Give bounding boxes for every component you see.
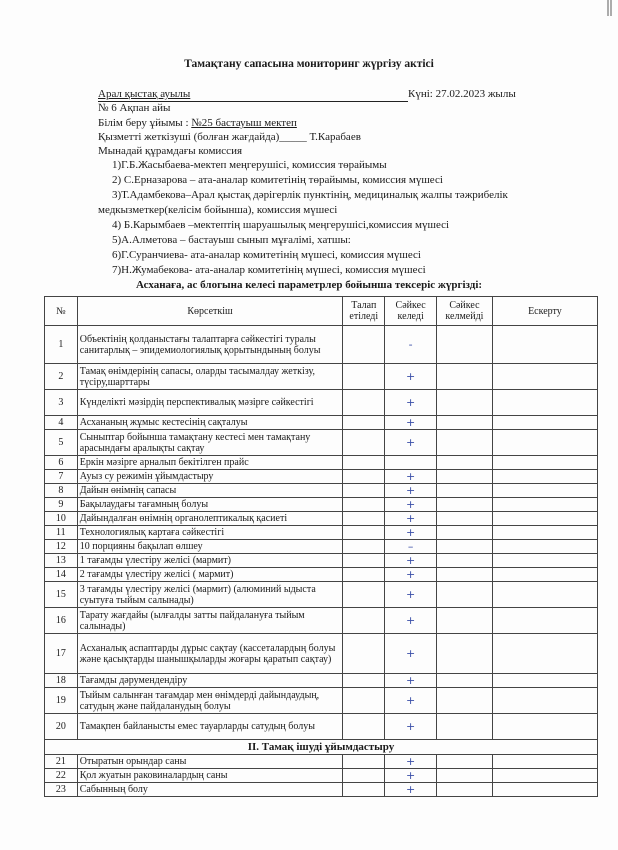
row-noncompliant — [437, 540, 493, 554]
row-note — [492, 568, 597, 582]
row-number: 2 — [45, 364, 78, 390]
commission-heading: Мынадай құрамдағы комиссия — [98, 145, 243, 157]
col-indicator: Көрсеткіш — [77, 297, 343, 326]
col-required: Талап етіледі — [343, 297, 385, 326]
row-number: 10 — [45, 512, 78, 526]
row-note — [492, 554, 597, 568]
commission-member: 2) С.Ерназарова – ата-аналар комитетінің төрайымы, комиссия мүшесі — [112, 174, 443, 186]
commission-member: 7)Н.Жумабекова- ата-аналар комитетінің мүшесі, комиссия мүшесі — [112, 264, 426, 276]
row-noncompliant — [437, 484, 493, 498]
row-compliant-mark: + — [385, 755, 437, 769]
row-compliant-mark: + — [385, 688, 437, 714]
row-note — [492, 498, 597, 512]
row-noncompliant — [437, 634, 493, 674]
row-required — [343, 416, 385, 430]
row-compliant-mark: + — [385, 484, 437, 498]
row-number: 17 — [45, 634, 78, 674]
act-number: № 6 Ақпан айы — [98, 102, 171, 114]
row-indicator: 10 порцияны бақылап өлшеу — [77, 540, 343, 554]
row-number: 13 — [45, 554, 78, 568]
row-number: 8 — [45, 484, 78, 498]
row-indicator: Тыйым салынған тағамдар мен өнімдерді дайындаудың, сатудың және пайдаланудың болуы — [77, 688, 343, 714]
row-noncompliant — [437, 364, 493, 390]
row-number: 5 — [45, 430, 78, 456]
row-number: 6 — [45, 456, 78, 470]
row-compliant-mark: + — [385, 554, 437, 568]
row-number: 7 — [45, 470, 78, 484]
row-indicator: Тамақпен байланысты емес тауарларды сатудың болуы — [77, 714, 343, 740]
row-note — [492, 430, 597, 456]
row-noncompliant — [437, 390, 493, 416]
row-note — [492, 634, 597, 674]
table-row — [45, 456, 598, 470]
row-noncompliant — [437, 755, 493, 769]
table-row — [45, 634, 598, 674]
row-number: 21 — [45, 755, 78, 769]
row-noncompliant — [437, 554, 493, 568]
row-required — [343, 688, 385, 714]
row-indicator: Тағамды дәрумендендіру — [77, 674, 343, 688]
row-indicator: 3 тағамды үлестіру желісі (мармит) (алюминий ыдыста суытуға тыйым салынады) — [77, 582, 343, 608]
row-note — [492, 526, 597, 540]
monitoring-table — [44, 296, 598, 797]
row-required — [343, 783, 385, 797]
row-number: 16 — [45, 608, 78, 634]
row-noncompliant — [437, 714, 493, 740]
row-compliant-mark: + — [385, 634, 437, 674]
row-noncompliant — [437, 608, 493, 634]
row-indicator: Тамақ өнімдерінің сапасы, оларды тасымалдау жеткізу, түсіру,шарттары — [77, 364, 343, 390]
row-compliant-mark: + — [385, 430, 437, 456]
location: Арал қыстақ ауылы — [98, 88, 408, 102]
col-number: № — [45, 297, 78, 326]
row-note — [492, 326, 597, 364]
col-compliant: Сәйкес келеді — [385, 297, 437, 326]
table-row — [45, 608, 598, 634]
table-row — [45, 526, 598, 540]
row-indicator: Сыныптар бойынша тамақтану кестесі мен тамақтану арасындағы аралықты сақтау — [77, 430, 343, 456]
row-required — [343, 326, 385, 364]
row-number: 12 — [45, 540, 78, 554]
section-title: II. Тамақ ішуді ұйымдастыру — [45, 740, 598, 755]
row-number: 19 — [45, 688, 78, 714]
row-indicator: Объектінің қолданыстағы талаптарға сәйкестігі туралы санитарлық – эпидемиологиялық қорытындының болуы — [77, 326, 343, 364]
row-indicator: Асхананың жұмыс кестесінің сақталуы — [77, 416, 343, 430]
school-line — [98, 117, 297, 130]
row-number: 1 — [45, 326, 78, 364]
supplier-name: Т.Карабаев — [309, 131, 361, 143]
row-compliant-mark: + — [385, 674, 437, 688]
row-required — [343, 484, 385, 498]
commission-member: 6)Г.Суранчиева- ата-аналар комитетінің мүшесі, комиссия мүшесі — [112, 249, 421, 261]
check-heading: Асханаға, ас блогына келесі параметрлер бойынша тексеріс жүргізді: — [135, 279, 483, 291]
row-required — [343, 526, 385, 540]
row-required — [343, 608, 385, 634]
row-required — [343, 769, 385, 783]
row-noncompliant — [437, 674, 493, 688]
row-compliant-mark: + — [385, 608, 437, 634]
row-required — [343, 470, 385, 484]
row-number: 9 — [45, 498, 78, 512]
commission-member-cont: медкызметкер(келісім бойынша), комиссия мүшесі — [98, 204, 338, 216]
row-compliant-mark: – — [385, 540, 437, 554]
table-row — [45, 326, 598, 364]
commission-member: 3)Т.Адамбекова–Арал қыстақ дәрігерлік пунктінің, медициналық жалпы тәжрибелік — [112, 189, 508, 201]
row-indicator: Бақылаудағы тағамның болуы — [77, 498, 343, 512]
row-noncompliant — [437, 498, 493, 512]
table-row — [45, 416, 598, 430]
row-note — [492, 769, 597, 783]
commission-member: 5)А.Алметова – бастауыш сынып мұғалімі, хатшы: — [112, 234, 351, 246]
row-note — [492, 364, 597, 390]
row-indicator: Еркін мәзірге арналып бекітілген прайс — [77, 456, 343, 470]
row-note — [492, 540, 597, 554]
table-header-row — [45, 297, 598, 326]
table-row — [45, 364, 598, 390]
row-indicator: Ауыз су режимін ұйымдастыру — [77, 470, 343, 484]
row-noncompliant — [437, 470, 493, 484]
row-note — [492, 416, 597, 430]
row-required — [343, 540, 385, 554]
table-row — [45, 540, 598, 554]
row-indicator: Сабынның болу — [77, 783, 343, 797]
table-row — [45, 470, 598, 484]
row-note — [492, 783, 597, 797]
row-noncompliant — [437, 326, 493, 364]
act-date: Күні: 27.02.2023 жылы — [408, 88, 516, 100]
row-compliant-mark: + — [385, 364, 437, 390]
row-noncompliant — [437, 783, 493, 797]
row-indicator: 1 тағамды үлестіру желісі (мармит) — [77, 554, 343, 568]
row-compliant-mark: + — [385, 390, 437, 416]
row-compliant-mark: + — [385, 568, 437, 582]
row-noncompliant — [437, 568, 493, 582]
school-name: №25 бастауыш мектеп — [191, 117, 297, 129]
row-compliant-mark: + — [385, 498, 437, 512]
school-prefix: Білім беру ұйымы : — [98, 117, 192, 129]
row-note — [492, 512, 597, 526]
table-row — [45, 512, 598, 526]
row-noncompliant — [437, 769, 493, 783]
row-required — [343, 456, 385, 470]
row-number: 22 — [45, 769, 78, 783]
row-compliant-mark: + — [385, 416, 437, 430]
table-row — [45, 688, 598, 714]
row-note — [492, 714, 597, 740]
row-required — [343, 755, 385, 769]
row-required — [343, 634, 385, 674]
row-required — [343, 498, 385, 512]
row-compliant-mark: + — [385, 714, 437, 740]
row-compliant-mark: - — [385, 326, 437, 364]
table-row — [45, 430, 598, 456]
row-compliant-mark: + — [385, 769, 437, 783]
section-row — [45, 740, 598, 755]
row-number: 3 — [45, 390, 78, 416]
binding-mark-icon — [606, 0, 614, 16]
row-compliant-mark: + — [385, 470, 437, 484]
row-required — [343, 364, 385, 390]
row-indicator: Тарату жағдайы (ылғалды затты пайдалануға тыйым салынады) — [77, 608, 343, 634]
row-required — [343, 390, 385, 416]
row-required — [343, 554, 385, 568]
row-required — [343, 674, 385, 688]
table-row — [45, 484, 598, 498]
commission-member: 4) Б.Карымбаев –мектептің шаруашылық меңгерушісі,комиссия мүшесі — [112, 219, 450, 231]
supplier-line — [98, 131, 361, 144]
row-indicator: 2 тағамды үлестіру желісі ( мармит) — [77, 568, 343, 582]
table-row — [45, 390, 598, 416]
row-noncompliant — [437, 582, 493, 608]
row-number: 15 — [45, 582, 78, 608]
row-note — [492, 674, 597, 688]
row-required — [343, 568, 385, 582]
table-row — [45, 582, 598, 608]
row-indicator: Күнделікті мәзірдің перспективалық мәзірге сәйкестігі — [77, 390, 343, 416]
row-number: 14 — [45, 568, 78, 582]
table-row — [45, 674, 598, 688]
row-noncompliant — [437, 456, 493, 470]
row-number: 18 — [45, 674, 78, 688]
row-required — [343, 430, 385, 456]
row-note — [492, 582, 597, 608]
commission-member: 1)Г.Б.Жасыбаева-мектеп меңгерушісі, комиссия төрайымы — [112, 159, 387, 171]
col-noncompliant: Сәйкес келмейді — [437, 297, 493, 326]
table-row — [45, 554, 598, 568]
row-indicator: Қол жуатын раковиналардың саны — [77, 769, 343, 783]
row-indicator: Дайын өнімнің сапасы — [77, 484, 343, 498]
row-note — [492, 390, 597, 416]
row-required — [343, 512, 385, 526]
row-note — [492, 608, 597, 634]
row-compliant-mark: + — [385, 526, 437, 540]
row-required — [343, 714, 385, 740]
document-title: Тамақтану сапасына мониторинг жүргізу актісі — [184, 58, 434, 70]
row-indicator: Асханалық аспаптарды дұрыс сақтау (кассеталардың болуы және қасықтарды шанышқыларды жоғары қаратып сақтау) — [77, 634, 343, 674]
row-indicator: Дайындалған өнімнің органолептикалық қасиеті — [77, 512, 343, 526]
table-row — [45, 755, 598, 769]
row-number: 11 — [45, 526, 78, 540]
row-note — [492, 688, 597, 714]
row-note — [492, 755, 597, 769]
row-noncompliant — [437, 512, 493, 526]
table-row — [45, 783, 598, 797]
table-row — [45, 714, 598, 740]
supplier-label: Қызметті жеткізуші (болған жағдайда)_____ — [98, 131, 307, 143]
row-noncompliant — [437, 430, 493, 456]
row-note — [492, 470, 597, 484]
row-note — [492, 484, 597, 498]
row-number: 4 — [45, 416, 78, 430]
row-compliant-mark: + — [385, 512, 437, 526]
row-noncompliant — [437, 688, 493, 714]
col-note: Ескерту — [492, 297, 597, 326]
row-number: 23 — [45, 783, 78, 797]
row-compliant-mark — [385, 456, 437, 470]
row-noncompliant — [437, 526, 493, 540]
table-row — [45, 498, 598, 512]
table-row — [45, 769, 598, 783]
row-note — [492, 456, 597, 470]
table-row — [45, 568, 598, 582]
row-indicator: Технологиялық картаға сәйкестігі — [77, 526, 343, 540]
row-indicator: Отыратын орындар саны — [77, 755, 343, 769]
row-compliant-mark: + — [385, 783, 437, 797]
row-number: 20 — [45, 714, 78, 740]
row-required — [343, 582, 385, 608]
row-compliant-mark: + — [385, 582, 437, 608]
row-noncompliant — [437, 416, 493, 430]
